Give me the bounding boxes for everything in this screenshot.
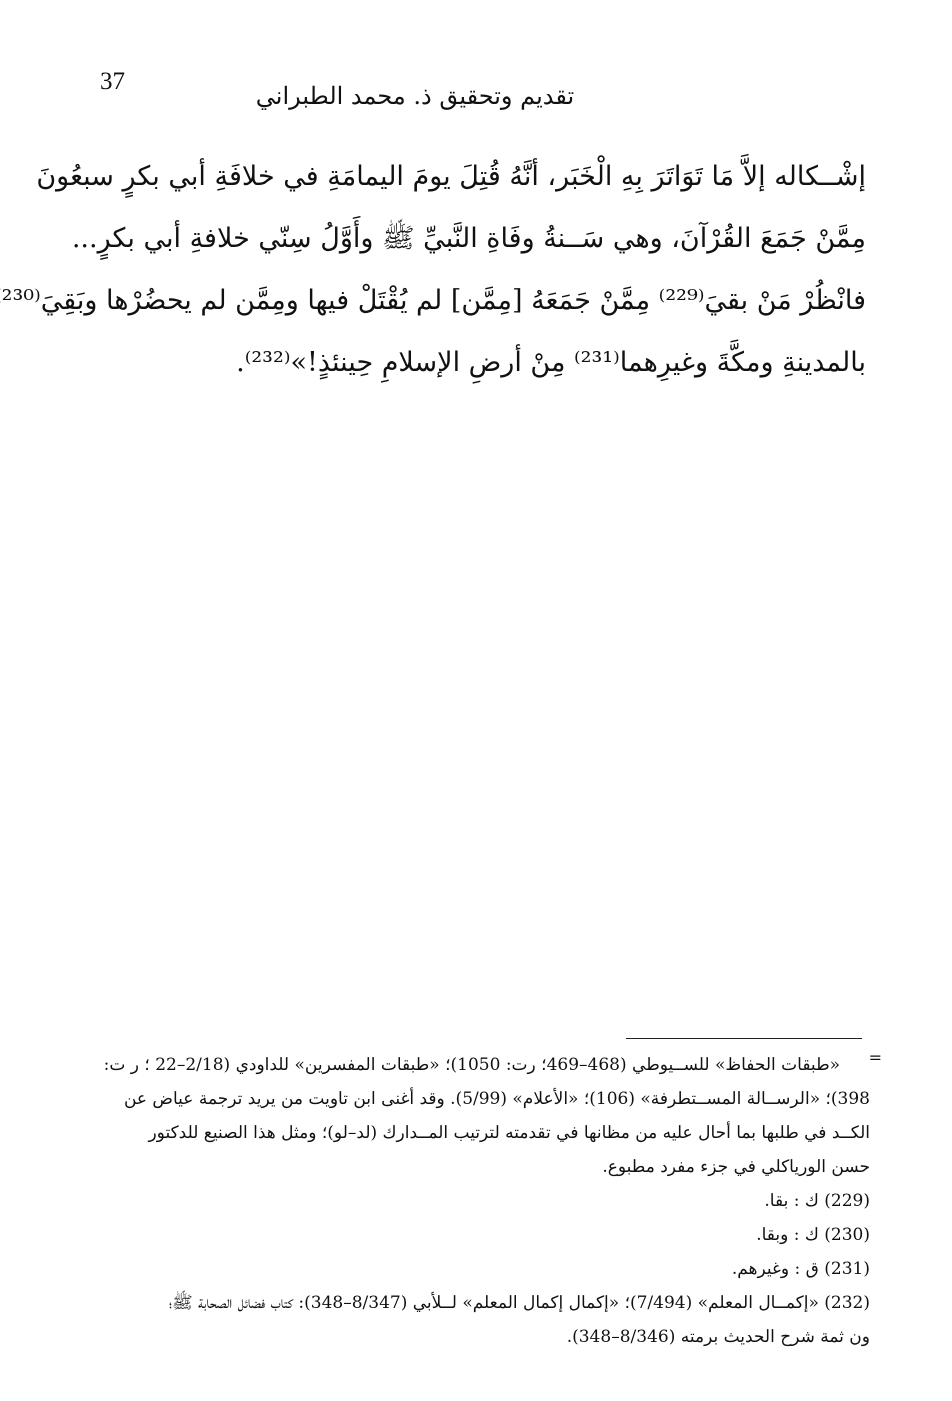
footnote-230: (230) ك : وبقا. xyxy=(756,1225,870,1245)
footnotes xyxy=(90,1048,882,1354)
footnote-232: (232) «إكمــال المعلم» (7/494)؛ «إكمال إكمال المعلم» لــلأبي (8/347–348): كتاب فضائل الصحابة ﷺ؛ xyxy=(168,1293,870,1313)
page-number: 37 xyxy=(100,68,125,95)
text-line: فانْظُرْ مَنْ بقيَ⁽²²⁹⁾ مِمَّنْ جَمَعَهُ [مِمَّن] لم يُقْتَلْ فيها ومِمَّن لم يحضُرْها وبَقِيَ⁽²³⁰ xyxy=(1,285,866,316)
footnote-line: 398)؛ «الرســالة المســتطرفة» (106)؛ «الأعلام» (5/99). وقد أغنى ابن تاويت من يريد ترجمة عياض عن xyxy=(123,1089,870,1109)
continuation-mark: = xyxy=(868,1048,882,1067)
footnote-line: الكــد في طلبها بما أحال عليه من مظانها في تقدمته لترتيب المــدارك (لد–لو)؛ ومثل هذا الصنيع للدكتور xyxy=(148,1123,870,1143)
text-line: إشْــكاله إلاَّ مَا تَوَاتَرَ بِهِ الْخَبَر، أنَّهُ قُتِلَ يومَ اليمامَةِ في خلافَةِ أبي بكرٍ سبعُونَ xyxy=(36,161,866,192)
running-header: تقديم وتحقيق ذ. محمد الطبراني xyxy=(255,82,575,110)
footnote-229: (229) ك : بقا. xyxy=(764,1191,870,1211)
text-line: مِمَّنْ جَمَعَ القُرْآنَ، وهي سَــنةُ وفَاةِ النَّبيِّ ﷺ وأَوَّلُ سِنّي خلافةِ أبي بكرٍ... xyxy=(71,223,866,254)
text-line: بالمدينةِ ومكَّةَ وغيرِهما⁽²³¹⁾ مِنْ أرضِ الإسلامِ حِينئذٍ!»⁽²³²⁾. xyxy=(236,347,866,378)
main-text xyxy=(1,146,866,394)
footnote-line: حسن الورياكلي في جزء مفرد مطبوع. xyxy=(602,1157,870,1177)
footnote-separator xyxy=(626,1038,862,1039)
footnote-231: (231) ق : وغيرهم. xyxy=(731,1259,870,1279)
footnote-232-continued: ون ثمة شرح الحديث برمته (8/346–348). xyxy=(566,1327,870,1347)
footnote-line: «طبقات الحفاظ» للســيوطي (468–469؛ رت: 1050)؛ «طبقات المفسرين» للداودي (2/18–22 ؛ ر ت: xyxy=(103,1055,840,1075)
footnote-continuation xyxy=(90,1048,882,1184)
